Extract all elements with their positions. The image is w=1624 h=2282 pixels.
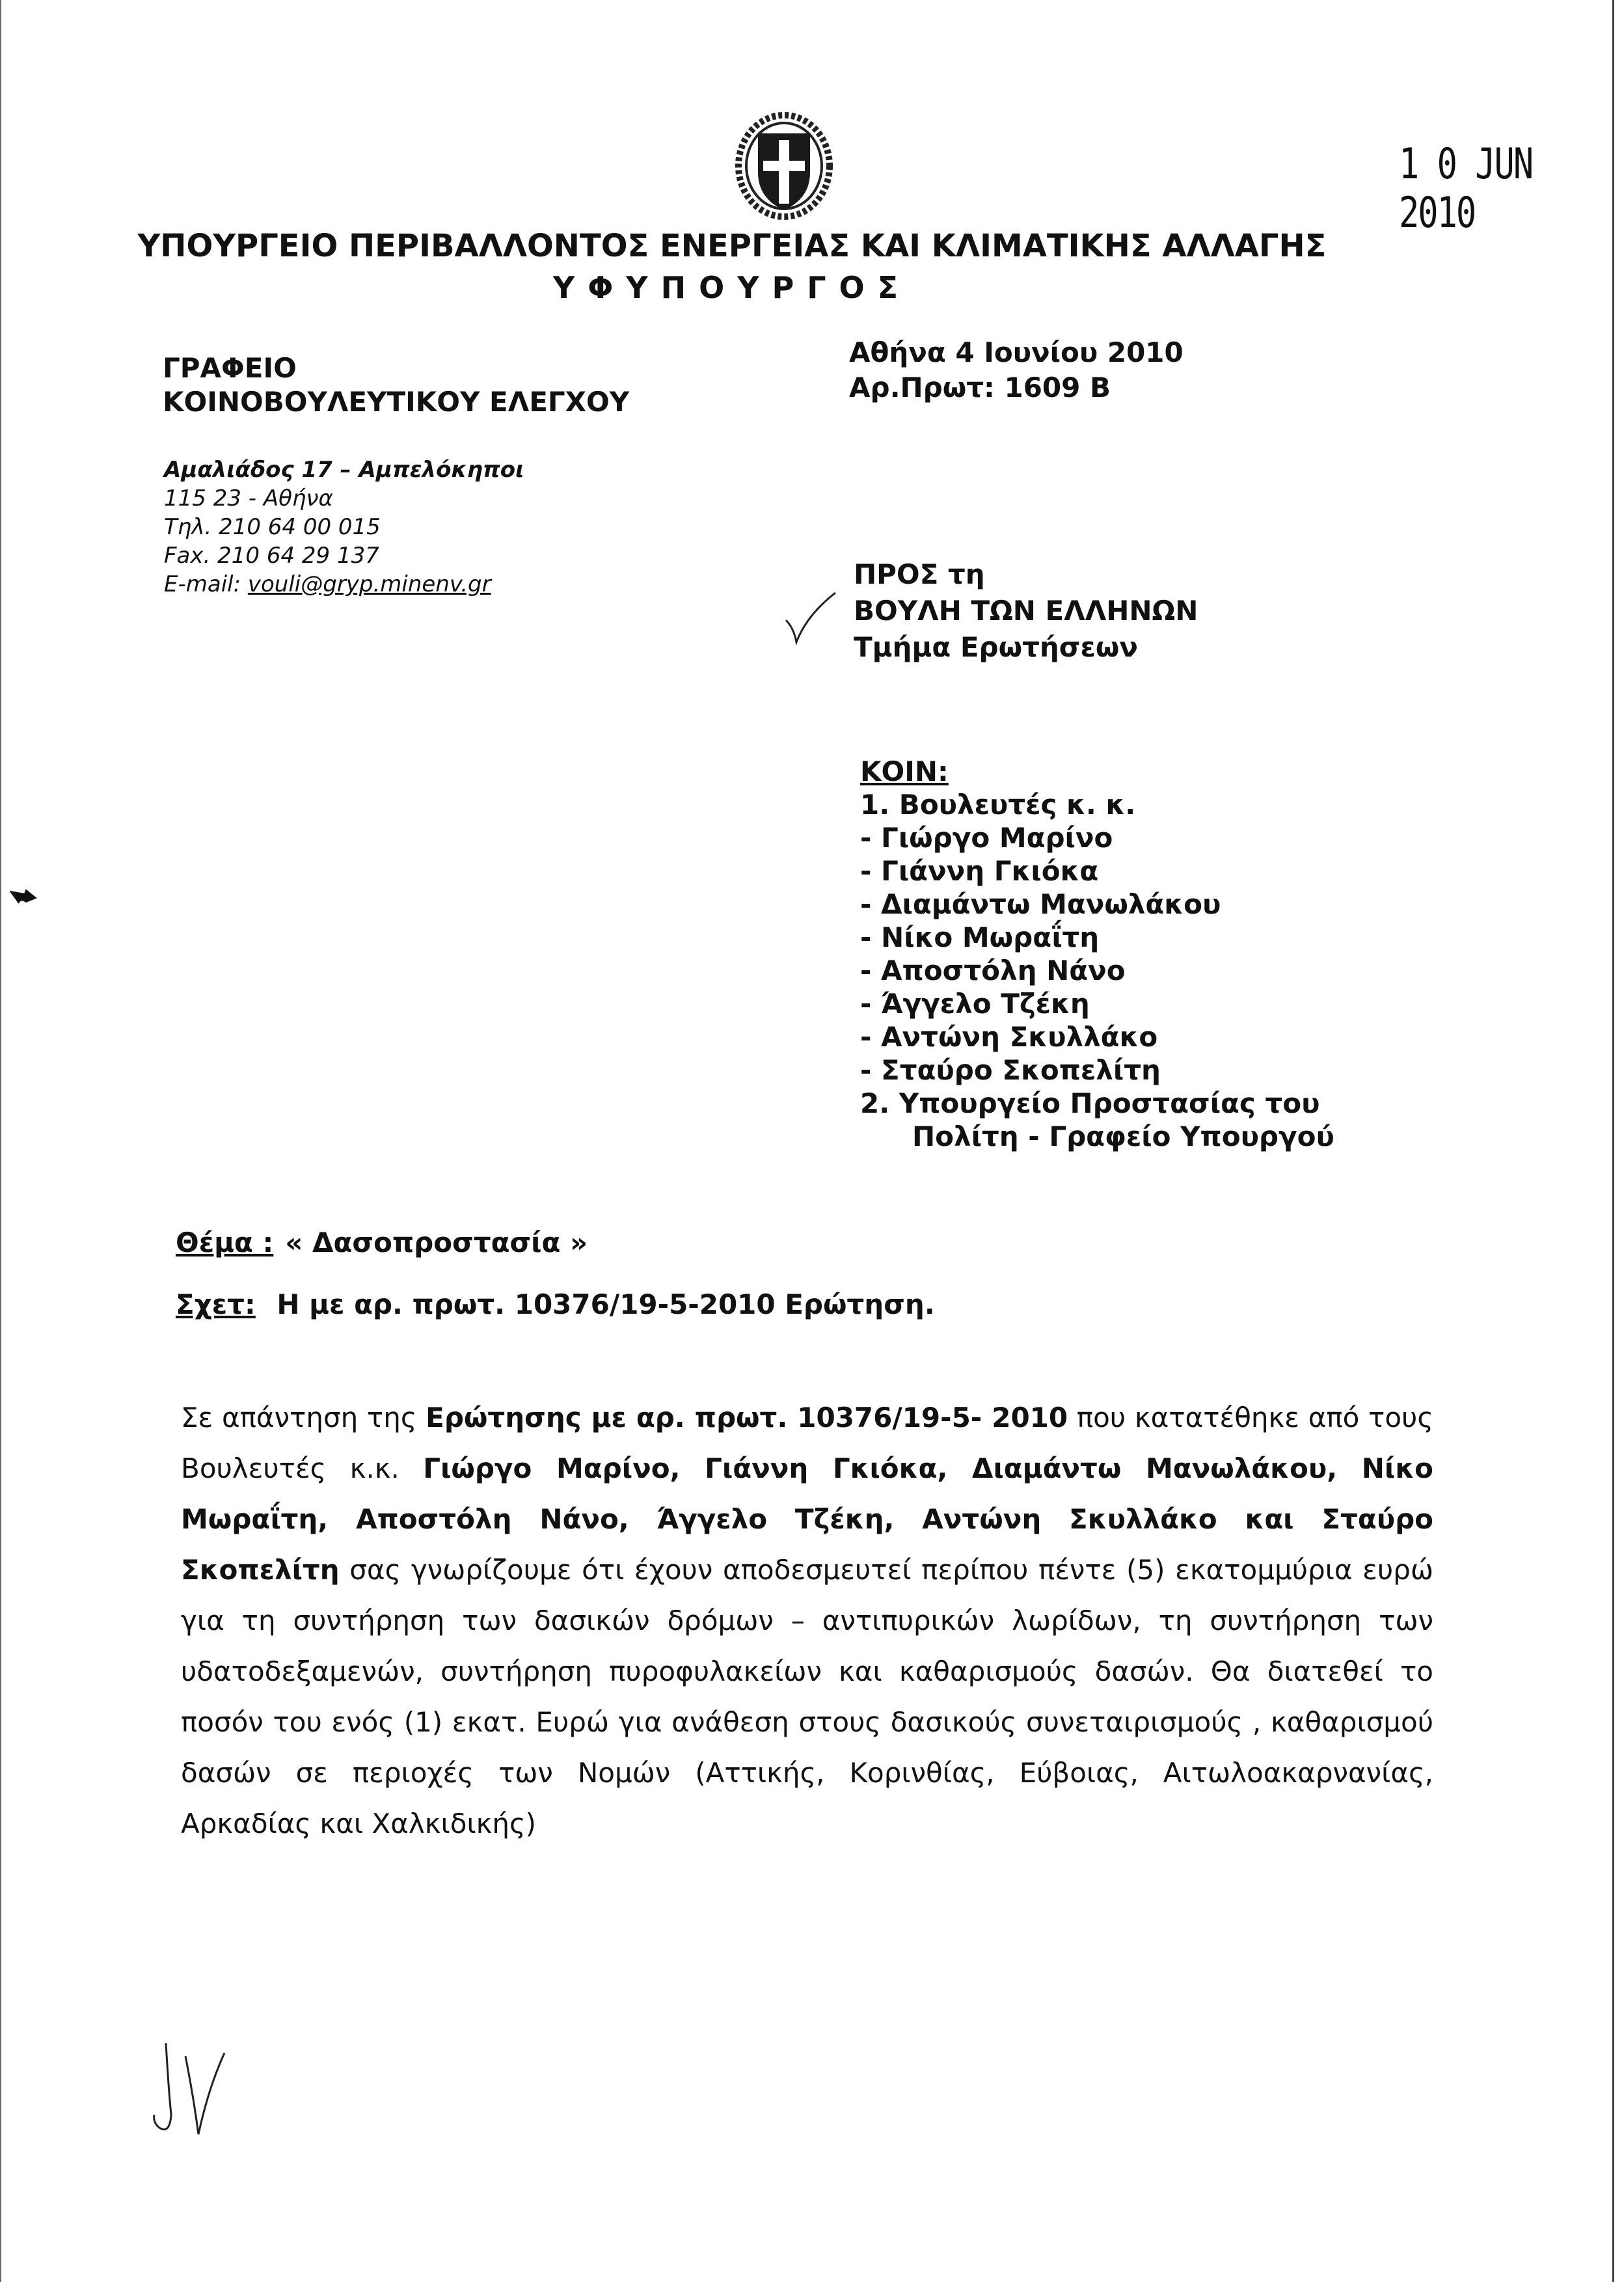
body-text: Σε απάντηση της — [181, 1402, 426, 1433]
related-line — [176, 1288, 935, 1320]
subject-label: Θέμα : — [176, 1227, 274, 1258]
body-question-ref: Ερώτησης με αρ. πρωτ. 10376/19-5- 2010 — [426, 1402, 1068, 1433]
document-date: Αθήνα 4 Ιουνίου 2010 — [849, 336, 1184, 368]
received-date-stamp: 1 0 JUN 2010 — [1399, 140, 1533, 238]
related-text: Η με αρ. πρωτ. 10376/19-5-2010 Ερώτηση. — [267, 1288, 935, 1320]
office-block — [163, 351, 629, 419]
coat-of-arms-emblem — [732, 107, 836, 224]
cc-item: Πολίτη - Γραφείο Υπουργού — [912, 1121, 1334, 1152]
recipient-line-1: ΠΡΟΣ τη — [854, 558, 985, 590]
cc-item: - Αντώνη Σκυλλάκο — [860, 1021, 1158, 1053]
address-block — [164, 455, 524, 599]
checkmark-icon — [781, 589, 839, 647]
margin-ink-mark — [7, 885, 46, 911]
cc-item: - Γιώργο Μαρίνο — [860, 822, 1113, 854]
office-line-2: ΚΟΙΝΟΒΟΥΛΕΥΤΙΚΟΥ ΕΛΕΓΧΟΥ — [163, 386, 630, 418]
cc-item: - Άγγελο Τζέκη — [860, 988, 1090, 1020]
body-text: που κατατέθηκε από τους Βουλευτές κ.κ. — [181, 1402, 1433, 1484]
address-phone: Τηλ. 210 64 00 015 — [164, 514, 381, 540]
cc-item: - Σταύρο Σκοπελίτη — [860, 1054, 1161, 1086]
subject-text: « Δασοπροστασία » — [285, 1227, 588, 1258]
body-paragraph — [181, 1392, 1433, 1849]
address-fax: Fax. 210 64 29 137 — [164, 543, 379, 569]
cc-heading: ΚΟΙΝ: — [860, 755, 949, 787]
handwritten-initials — [146, 2037, 237, 2147]
ministry-title: ΥΠΟΥΡΓΕΙΟ ΠΕΡΙΒΑΛΛΟΝΤΟΣ ΕΝΕΡΓΕΙΑΣ ΚΑΙ ΚΛΙΜΑΤΙΚΗΣ ΑΛΛΑΓΗΣ — [137, 228, 1327, 264]
recipient-block — [854, 556, 1198, 666]
body-text: σας γνωρίζουμε ότι έχουν αποδεσμευτεί περίπου πέντε (5) εκατομμύρια ευρώ για τη συντήρηση των δασικών δρόμων – αντιπυρικών λωρίδων, τη συντήρηση των υδατοδεξαμενών, συντήρηση πυροφυλακείων και καθαρισμούς δασών. Θα διατεθεί το ποσόν του ενός (1) εκατ. Ευρώ για ανάθεση στους δασικούς συνεταιρισμούς , καθαρισμού δασών σε περιοχές των Νομών (Αττικής, Κορινθίας, Εύβοιας, Αιτωλοακαρνανίας, Αρκαδίας και Χαλκιδικής) — [181, 1554, 1433, 1840]
office-line-1: ΓΡΑΦΕΙΟ — [163, 352, 297, 384]
email-link[interactable]: vouli@gryp.minenv.gr — [247, 571, 491, 597]
related-label: Σχετ: — [176, 1288, 256, 1320]
date-protocol-block — [849, 335, 1184, 405]
address-city: 115 23 - Αθήνα — [164, 485, 333, 511]
cc-item: - Γιάννη Γκιόκα — [860, 855, 1099, 887]
email-label: E-mail: — [164, 571, 248, 597]
cc-item: 1. Βουλευτές κ. κ. — [860, 789, 1136, 821]
protocol-number: Αρ.Πρωτ: 1609 Β — [849, 372, 1111, 403]
subject-line — [176, 1227, 588, 1258]
deputy-minister-title: ΥΦΥΠΟΥΡΓΟΣ — [552, 270, 912, 305]
address-email-line — [164, 570, 524, 599]
body-mp-names: Γιώργο Μαρίνο, Γιάννη Γκιόκα, Διαμάντω Μανωλάκου, Νίκο Μωραΐτη, Αποστόλη Νάνο, Άγγελο Τζέκη, Αντώνη Σκυλλάκο και Σταύρο Σκοπελίτη — [181, 1452, 1433, 1586]
recipient-line-3: Τμήμα Ερωτήσεων — [854, 631, 1139, 663]
recipient-line-2: ΒΟΥΛΗ ΤΩΝ ΕΛΛΗΝΩΝ — [854, 595, 1198, 627]
address-street: Αμαλιάδος 17 – Αμπελόκηποι — [164, 457, 524, 483]
cc-item: - Αποστόλη Νάνο — [860, 955, 1126, 986]
cc-item: - Διαμάντω Μανωλάκου — [860, 888, 1221, 920]
cc-item: - Νίκο Μωραΐτη — [860, 921, 1100, 953]
scan-edge-left — [0, 0, 1, 2282]
cc-list — [860, 755, 1334, 1153]
scan-edge-right — [1612, 0, 1614, 2282]
cc-item: 2. Υπουργείο Προστασίας του — [860, 1087, 1320, 1119]
